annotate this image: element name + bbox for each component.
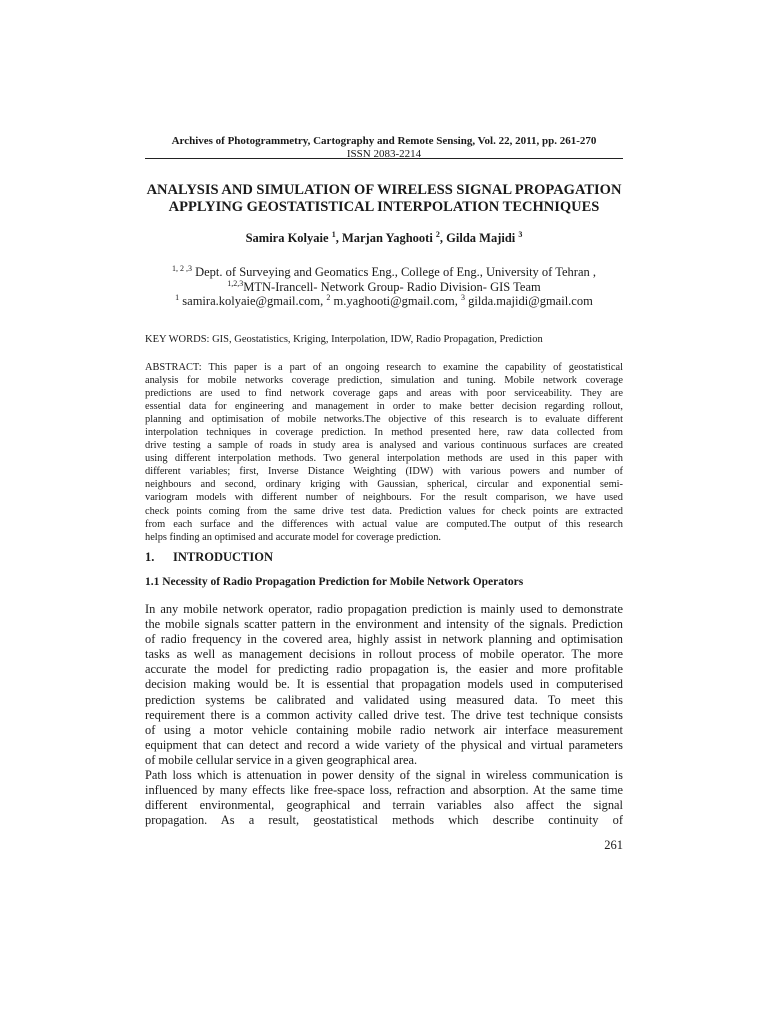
affiliation-text: MTN-Irancell- Network Group- Radio Division- GIS Team bbox=[243, 280, 541, 294]
abstract-line: helps finding an optimised and accurate model for coverage prediction. bbox=[145, 531, 442, 543]
paragraph-line: tasks as well as management decisions in rollout process of mobile operator. The more bbox=[145, 647, 623, 662]
paper-title bbox=[120, 182, 648, 216]
email-mark: 1 bbox=[175, 293, 180, 302]
author-list bbox=[120, 231, 648, 246]
journal-header: Archives of Photogrammetry, Cartography and Remote Sensing, Vol. 22, 2011, pp. 261-270 bbox=[171, 135, 597, 147]
paragraph-line: requirement there is a common activity called drive test. The drive test technique consists bbox=[145, 707, 623, 722]
subsection-heading: 1.1 Necessity of Radio Propagation Prediction for Mobile Network Operators bbox=[145, 576, 524, 588]
paragraph-line: In any mobile network operator, radio propagation prediction is mainly used to demonstrate bbox=[145, 602, 623, 616]
abstract-line: using different interpolation methods. Two general interpolation methods are used in this paper with bbox=[145, 453, 623, 465]
body-paragraph bbox=[145, 768, 623, 828]
page-number: 261 bbox=[604, 838, 623, 852]
affiliation-text: Dept. of Surveying and Geomatics Eng., College of Eng., University of Tehran , bbox=[195, 265, 597, 279]
author-affiliation-mark: 2 bbox=[435, 230, 440, 239]
paragraph-line: of mobile cellular service in a given geographical area. bbox=[145, 752, 418, 767]
author-separator: , bbox=[439, 231, 447, 245]
paragraph-line: propagation. As a result, geostatistical methods which describe continuity of bbox=[145, 813, 623, 828]
email-link[interactable]: gilda.majidi@gmail.com bbox=[468, 294, 593, 308]
section-number: 1. bbox=[145, 550, 155, 564]
paragraph-line: equipment that can detect and record a wide variety of the physical and virtual parameters bbox=[145, 737, 623, 752]
author-name: Gilda Majidi bbox=[446, 231, 516, 245]
affiliation-line-2 bbox=[100, 280, 668, 295]
author-affiliation-mark: 3 bbox=[518, 230, 523, 239]
abstract-line: essential data for engineering and management in order to make better decision regarding rollout, bbox=[145, 401, 623, 413]
email-link[interactable]: m.yaghooti@gmail.com, bbox=[333, 294, 458, 308]
abstract-line: analysis for mobile networks coverage prediction, simulation and tuning. Mobile network coverage bbox=[145, 375, 623, 387]
paragraph-line: accurate the model for predicting radio propagation is, the easier and more profitable bbox=[145, 662, 623, 677]
paragraph-line: decision making would be. It is essential that propagation models used in computerised bbox=[145, 677, 623, 692]
abstract-line: planning and optimisation of mobile networks.The objective of this research is to evaluate different bbox=[145, 414, 623, 426]
title-line-1: ANALYSIS AND SIMULATION OF WIRELESS SIGNAL PROPAGATION bbox=[146, 182, 622, 198]
abstract-line: neighbours and second, ordinary kriging with Gaussian, spherical, circular and exponential semi- bbox=[145, 479, 623, 491]
paragraph-line: prediction systems be calibrated and validated using measured data. To meet this bbox=[145, 692, 623, 707]
paragraph-line: influenced by many effects like free-space loss, refraction and absorption. At the same time bbox=[145, 783, 623, 798]
paragraph-line: the mobile signals scatter pattern in the environment and intensity of the signals. Prediction bbox=[145, 617, 623, 632]
author-name: Marjan Yaghooti bbox=[341, 231, 433, 245]
affiliation-mark: 1,2,3 bbox=[227, 279, 244, 288]
paragraph-line: of using a motor vehicle containing mobile radio network air interface measurement bbox=[145, 722, 623, 737]
affiliation-line-1 bbox=[100, 265, 668, 280]
header-rule bbox=[145, 158, 623, 159]
abstract-line: interpolation techniques in coverage prediction. In method presented here, raw data collected from bbox=[145, 427, 623, 439]
keywords: KEY WORDS: GIS, Geostatistics, Kriging, Interpolation, IDW, Radio Propagation, Prediction bbox=[145, 334, 543, 345]
affiliation-emails bbox=[100, 294, 668, 309]
abstract-line: drive testing a sample of roads in study area is analysed and various continuous surfaces are created bbox=[145, 440, 623, 452]
body-paragraph bbox=[145, 602, 623, 768]
email-link[interactable]: samira.kolyaie@gmail.com, bbox=[182, 294, 324, 308]
paragraph-line: of radio frequency in the covered area, highly assist in network planning and optimisation bbox=[145, 632, 623, 647]
abstract-line: different variables; first, Inverse Distance Weighting (IDW) with various powers and number of bbox=[145, 466, 623, 478]
affiliation-mark: 1, 2 ,3 bbox=[171, 264, 192, 273]
author-affiliation-mark: 1 bbox=[331, 230, 336, 239]
paragraph-line: different environmental, geographical and terrain variables also affect the signal bbox=[145, 798, 623, 813]
title-line-2: APPLYING GEOSTATISTICAL INTERPOLATION TECHNIQUES bbox=[168, 199, 600, 215]
abstract-line: predictions are used to find network coverage gaps and areas with poor serviceability. They are bbox=[145, 388, 623, 400]
abstract-line: from each surface and the differences with actual value are computed.The output of this research bbox=[145, 518, 623, 530]
abstract-line: variogram models with different number of neighbours. For the result comparison, we have used bbox=[145, 492, 623, 504]
email-mark: 3 bbox=[461, 293, 466, 302]
author-name: Samira Kolyaie bbox=[245, 231, 329, 245]
email-mark: 2 bbox=[326, 293, 331, 302]
section-title: INTRODUCTION bbox=[173, 550, 274, 564]
abstract bbox=[145, 361, 623, 544]
author-separator: , bbox=[335, 231, 342, 245]
issn: ISSN 2083-2214 bbox=[346, 148, 422, 160]
abstract-line: ABSTRACT: This paper is a part of an ongoing research to examine the capability of geostatistical bbox=[145, 362, 623, 373]
abstract-line: check points coming from the same drive test data. Prediction values for check points are extracted bbox=[145, 505, 623, 517]
paragraph-line: Path loss which is attenuation in power density of the signal in wireless communication is bbox=[145, 768, 623, 782]
section-heading bbox=[145, 550, 273, 565]
